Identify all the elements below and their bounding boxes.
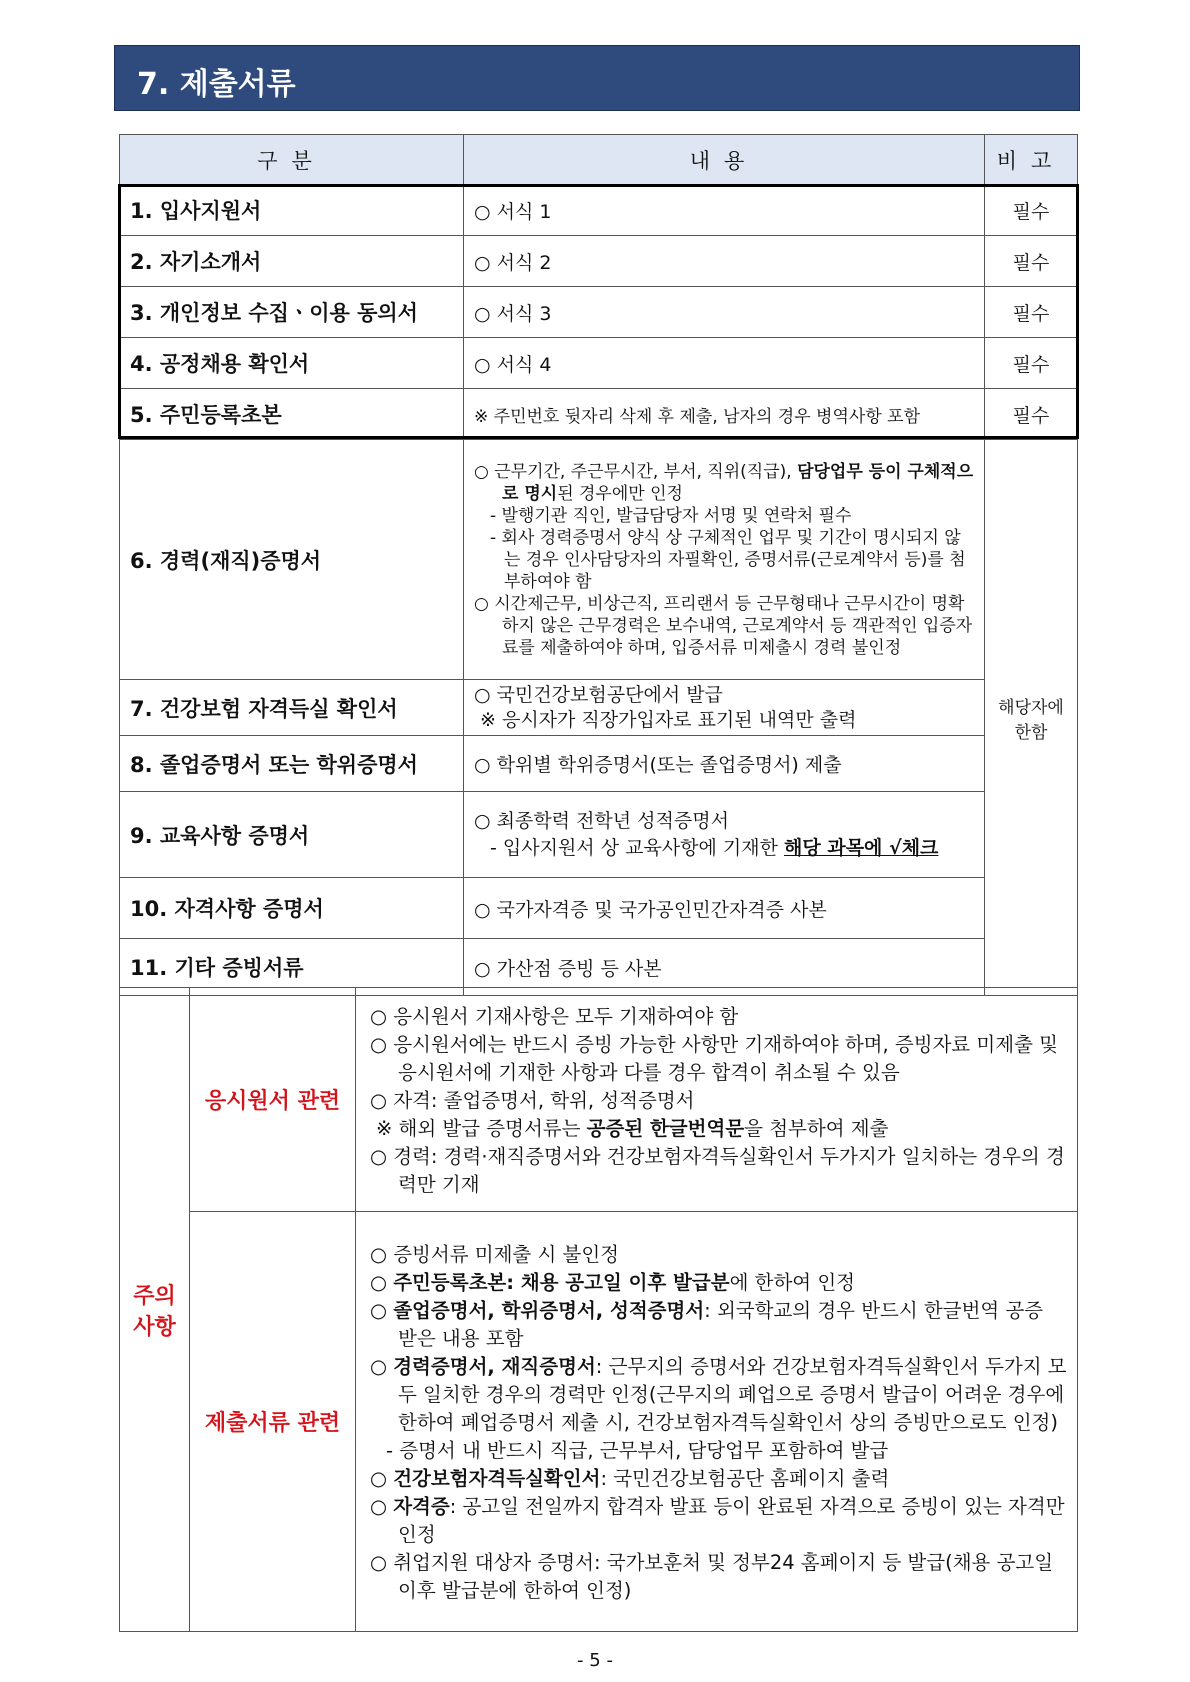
row-content: ○ 최종학력 전학년 성적증명서 - 입사지원서 상 교육사항에 기재한 해당 과목에 √체크 bbox=[464, 792, 985, 878]
row-label: 3. 개인정보 수집ㆍ이용 동의서 bbox=[120, 287, 464, 338]
row-content: ○ 서식 4 bbox=[464, 338, 985, 389]
row-note: 필수 bbox=[985, 389, 1078, 440]
row-content: ○ 학위별 학위증명서(또는 졸업증명서) 제출 bbox=[464, 736, 985, 792]
caution-row bbox=[120, 1212, 1078, 1632]
row-note-merged: 해당자에 한함 bbox=[985, 440, 1078, 996]
row-content: ○ 가산점 증빙 등 사본 bbox=[464, 939, 985, 996]
caution-section-body: ○ 증빙서류 미제출 시 불인정 ○ 주민등록초본: 채용 공고일 이후 발급분에 한하여 인정 ○ 졸업증명서, 학위증명서, 성적증명서: 외국학교의 경우 반드시 한글번역 공증 받은 내용 포함 ○ 경력증명서, 재직증명서: 근무지의 증명서와 건강보험자격득실확인서 두가지 모두 일치한 경우의 경력만 인정(근무지의 폐업으로 증명서 발급이 어려운 경우에 한하여 폐업증명서 제출 시, 건강보험자격득실확인서 상의 증빙만으로도 인정) - 증명서 내 반드시 직급, 근무부서, 담당업무 포함하여 발급 ○ 건강보험자격득실확인서: 국민건강보험공단 홈페이지 출력 ○ 자격증: 공고일 전일까지 합격자 발표 등이 완료된 자격으로 증빙이 있는 자격만 인정 ○ 취업지원 대상자 증명서: 국가보훈처 및 정부24 홈페이지 등 발급(채용 공고일 이후 발급분에 한하여 인정) bbox=[356, 1212, 1078, 1632]
header-note: 비고 bbox=[985, 135, 1078, 185]
caution-section-label: 제출서류 관련 bbox=[190, 1212, 356, 1632]
caution-section-body: ○ 응시원서 기재사항은 모두 기재하여야 함 ○ 응시원서에는 반드시 증빙 가능한 사항만 기재하여야 하며, 증빙자료 미제출 및 응시원서에 기재한 사항과 다를 경우 합격이 취소될 수 있음 ○ 자격: 졸업증명서, 학위, 성적증명서 ※ 해외 발급 증명서류는 공증된 한글번역문을 첨부하여 제출 ○ 경력: 경력·재직증명서와 건강보험자격득실확인서 두가지가 일치하는 경우의 경력만 기재 bbox=[356, 988, 1078, 1212]
row-label: 2. 자기소개서 bbox=[120, 236, 464, 287]
table-row bbox=[120, 440, 1078, 680]
table-header bbox=[120, 135, 1078, 185]
table-row bbox=[120, 680, 1078, 736]
table-row bbox=[120, 287, 1078, 338]
row-label: 11. 기타 증빙서류 bbox=[120, 939, 464, 996]
table-row bbox=[120, 236, 1078, 287]
row-label: 8. 졸업증명서 또는 학위증명서 bbox=[120, 736, 464, 792]
row-label: 7. 건강보험 자격득실 확인서 bbox=[120, 680, 464, 736]
row-content: ○ 국민건강보험공단에서 발급 ※ 응시자가 직장가입자로 표기된 내역만 출력 bbox=[464, 680, 985, 736]
row-label: 5. 주민등록초본 bbox=[120, 389, 464, 440]
row-content: ○ 서식 3 bbox=[464, 287, 985, 338]
section-title-bar bbox=[114, 45, 1080, 111]
row-content: ○ 서식 2 bbox=[464, 236, 985, 287]
row-content: ○ 서식 1 bbox=[464, 185, 985, 236]
table-row bbox=[120, 878, 1078, 939]
row-label: 9. 교육사항 증명서 bbox=[120, 792, 464, 878]
row-note: 필수 bbox=[985, 338, 1078, 389]
row-content: ○ 근무기간, 주근무시간, 부서, 직위(직급), 담당업무 등이 구체적으로 명시된 경우에만 인정 - 발행기관 직인, 발급담당자 서명 및 연락처 필수 - 회사 경력증명서 양식 상 구체적인 업무 및 기간이 명시되지 않는 경우 인사담당자의 자필확인, 증명서류(근로계약서 등)를 첨부하여야 함 ○ 시간제근무, 비상근직, 프리랜서 등 근무형태나 근무시간이 명확하지 않은 근무경력은 보수내역, 근로계약서 등 객관적인 입증자료를 제출하여야 하며, 입증서류 미제출시 경력 불인정 bbox=[464, 440, 985, 680]
page-number: - 5 - bbox=[577, 1650, 613, 1671]
table-row bbox=[120, 792, 1078, 878]
row-label: 1. 입사지원서 bbox=[120, 185, 464, 236]
row-content: ※ 주민번호 뒷자리 삭제 후 제출, 남자의 경우 병역사항 포함 bbox=[464, 389, 985, 440]
row-note: 필수 bbox=[985, 185, 1078, 236]
row-label: 4. 공정채용 확인서 bbox=[120, 338, 464, 389]
table-row bbox=[120, 389, 1078, 440]
row-note: 필수 bbox=[985, 287, 1078, 338]
table-row bbox=[120, 185, 1078, 236]
header-content: 내용 bbox=[464, 135, 985, 185]
section-title: 7. 제출서류 bbox=[137, 67, 296, 102]
row-content: ○ 국가자격증 및 국가공인민간자격증 사본 bbox=[464, 878, 985, 939]
caution-table bbox=[119, 987, 1078, 1632]
caution-section-label: 응시원서 관련 bbox=[190, 988, 356, 1212]
caution-row bbox=[120, 988, 1078, 1212]
documents-table bbox=[119, 134, 1078, 996]
caution-label: 주의 사항 bbox=[120, 988, 190, 1632]
table-row bbox=[120, 338, 1078, 389]
row-label: 6. 경력(재직)증명서 bbox=[120, 440, 464, 680]
table-row bbox=[120, 736, 1078, 792]
row-note: 필수 bbox=[985, 236, 1078, 287]
row-label: 10. 자격사항 증명서 bbox=[120, 878, 464, 939]
header-category: 구분 bbox=[120, 135, 464, 185]
